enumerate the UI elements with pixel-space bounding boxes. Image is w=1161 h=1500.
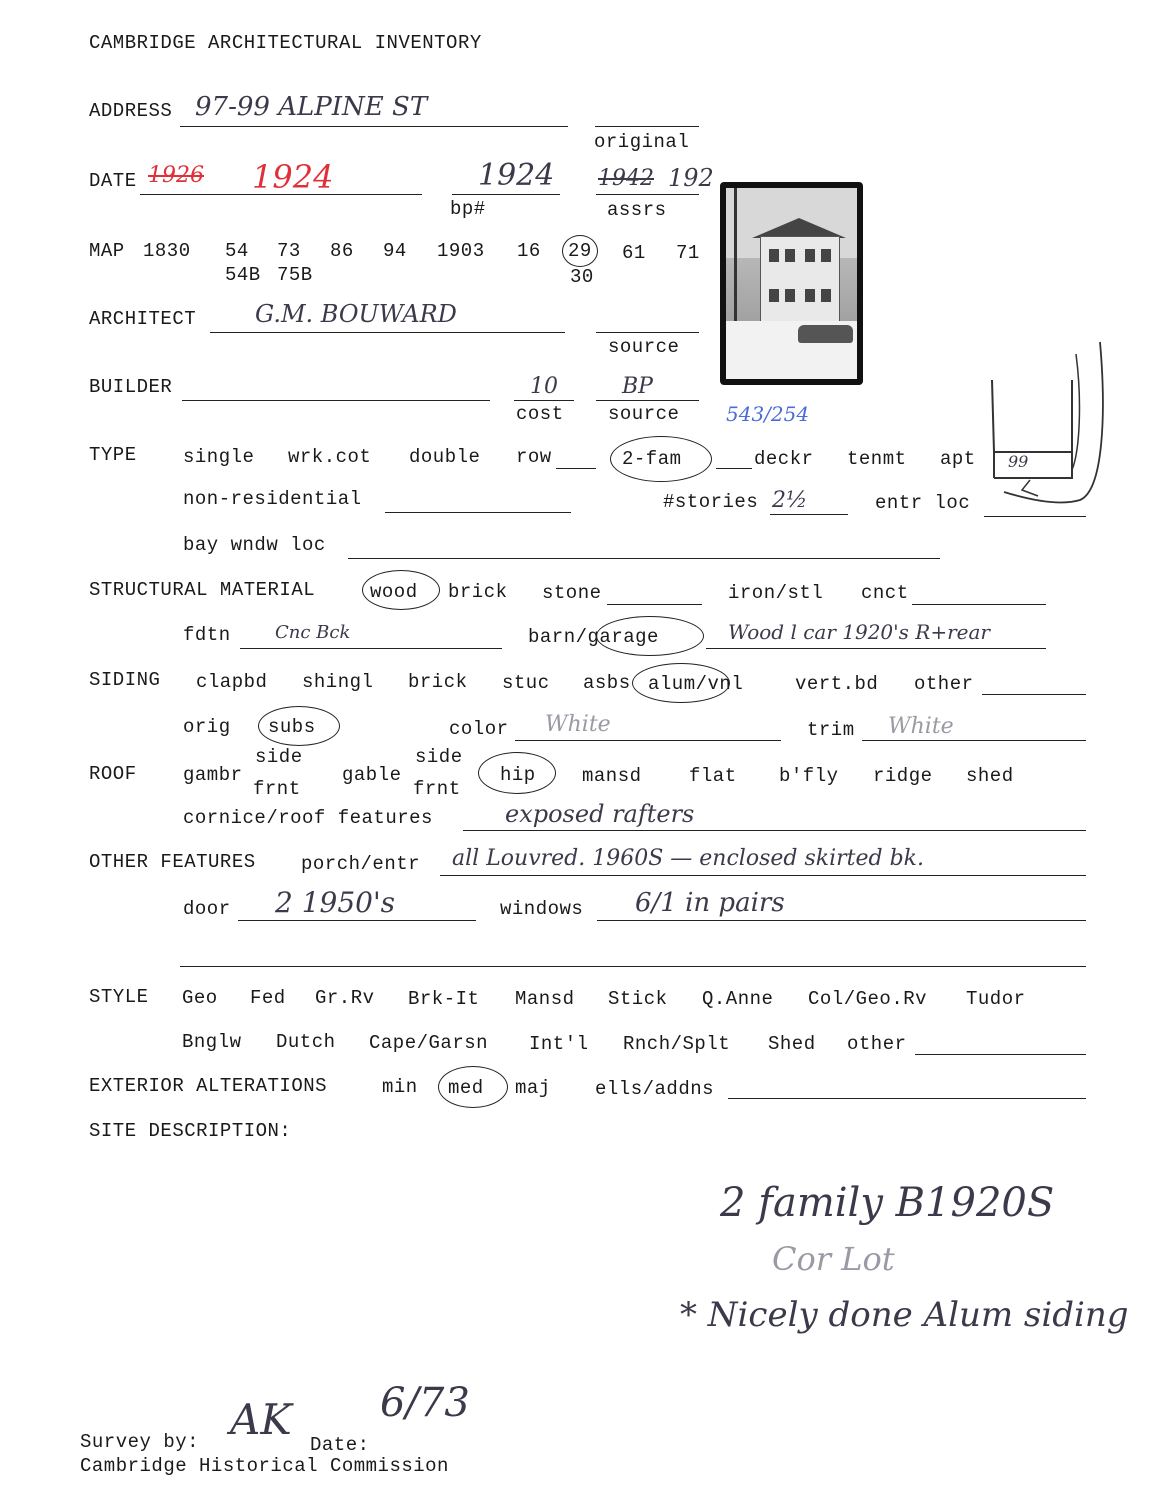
windows-line [597, 920, 1086, 921]
type-label: TYPE [89, 444, 137, 466]
original-label: original [594, 131, 690, 153]
stories-label: #stories [663, 491, 759, 513]
porch-label: porch/entr [301, 853, 421, 875]
assrs-struck: 1942 [598, 166, 654, 191]
roof-side-2: side [415, 746, 463, 768]
builder-source-label: source [608, 403, 680, 425]
map-year-1830: 1830 [143, 240, 191, 262]
roof-frnt-2: frnt [413, 778, 461, 800]
type-2fam-line [716, 468, 752, 469]
map-year-94: 94 [383, 240, 407, 262]
bay-label: bay wndw loc [183, 534, 326, 556]
site-note-3: * Nicely done Alum siding [680, 1295, 1129, 1335]
structural-cnct: cnct [861, 582, 909, 604]
hip-circle [478, 752, 556, 794]
structural-label: STRUCTURAL MATERIAL [89, 579, 316, 601]
type-apt: apt [940, 448, 976, 470]
date-value: 1924 [252, 158, 334, 196]
type-single: single [183, 446, 255, 468]
style-label: STYLE [89, 986, 149, 1008]
door-line [238, 920, 476, 921]
map-year-1903: 1903 [437, 240, 485, 262]
type-2fam: 2-fam [622, 448, 682, 470]
map-year-54: 54 [225, 240, 249, 262]
map-year-71: 71 [676, 242, 700, 264]
builder-source-line [596, 400, 699, 401]
style-grrv: Gr.Rv [315, 987, 375, 1009]
architect-source-line [596, 332, 699, 333]
map-year-73: 73 [277, 240, 301, 262]
type-row-line [556, 468, 596, 469]
ells-line [728, 1098, 1086, 1099]
survey-date-value: 6/73 [380, 1380, 470, 1426]
structural-brick: brick [448, 581, 508, 603]
trim-value: White [888, 714, 954, 739]
siding-asbs: asbs [583, 672, 631, 694]
roof-mansd: mansd [582, 765, 642, 787]
builder-line [182, 400, 490, 401]
windows-value: 6/1 in pairs [635, 888, 785, 918]
style-colgeorv: Col/Geo.Rv [808, 988, 928, 1010]
roof-label: ROOF [89, 763, 137, 785]
color-value: White [545, 712, 611, 737]
map-29-circle [562, 235, 598, 267]
windows-label: windows [500, 898, 584, 920]
porch-value: all Louvred. 1960S — enclosed skirted bk. [452, 846, 924, 871]
fdtn-line [240, 648, 502, 649]
stories-value: 2½ [772, 488, 808, 513]
lot-sketch [960, 330, 1160, 510]
cost-label: cost [516, 403, 564, 425]
garage-line [706, 648, 1046, 649]
style-dutch: Dutch [276, 1031, 336, 1053]
style-shed: Shed [768, 1033, 816, 1055]
builder-source-value: BP [622, 374, 653, 399]
commission-label: Cambridge Historical Commission [80, 1455, 449, 1477]
garage-value: Wood l car 1920's R+rear [728, 620, 990, 644]
style-other-line [915, 1054, 1086, 1055]
fdtn-label: fdtn [183, 624, 231, 646]
architect-value: G.M. BOUWARD [255, 300, 457, 328]
bp-label: bp# [450, 198, 486, 220]
other-features-label: OTHER FEATURES [89, 851, 256, 873]
address-line [180, 126, 568, 127]
architect-line [210, 332, 565, 333]
survey-date-label: Date: [310, 1434, 370, 1456]
cornice-label: cornice/roof features [183, 807, 433, 829]
survey-by-value: AK [230, 1395, 292, 1444]
color-label: color [449, 718, 509, 740]
cost-value: 10 [530, 374, 558, 399]
style-fed: Fed [250, 987, 286, 1009]
subs-label: subs [268, 716, 316, 738]
style-tudor: Tudor [966, 988, 1026, 1010]
ext-alt-med: med [448, 1077, 484, 1099]
siding-vertbd: vert.bd [795, 673, 879, 695]
extra-line [180, 966, 1086, 967]
med-circle [438, 1066, 508, 1108]
structural-wood-circle [362, 570, 440, 610]
cost-line [514, 400, 574, 401]
ext-alt-maj: maj [515, 1077, 551, 1099]
roof-hip: hip [500, 764, 536, 786]
cornice-value: exposed rafters [505, 800, 695, 828]
date-label: DATE [89, 170, 137, 192]
entr-loc-line [984, 516, 1086, 517]
map-label: MAP [89, 240, 125, 262]
structural-iron: iron/stl [728, 582, 824, 604]
address-value: 97-99 ALPINE ST [195, 92, 428, 122]
siding-shingl: shingl [302, 671, 374, 693]
address-label: ADDRESS [89, 100, 173, 122]
map-54b: 54B [225, 264, 261, 286]
trim-label: trim [807, 719, 855, 741]
siding-label: SIDING [89, 669, 161, 691]
map-year-16: 16 [517, 240, 541, 262]
nonres-line [385, 512, 571, 513]
type-2fam-circle [610, 436, 712, 482]
cornice-line [463, 830, 1086, 831]
siding-other-line [982, 694, 1086, 695]
date-struck: 1926 [148, 163, 204, 188]
structural-stone: stone [542, 582, 602, 604]
siding-stuc: stuc [502, 672, 550, 694]
type-deckr: deckr [754, 448, 814, 470]
trim-line [862, 740, 1086, 741]
map-75b: 75B [277, 264, 313, 286]
door-label: door [183, 898, 231, 920]
assrs-label: assrs [607, 199, 667, 221]
type-double: double [409, 446, 481, 468]
ext-alt-min: min [382, 1076, 418, 1098]
style-bnglw: Bnglw [182, 1031, 242, 1053]
roof-ridge: ridge [873, 765, 933, 787]
color-line [515, 740, 781, 741]
door-value: 2 1950's [275, 886, 396, 919]
nonres-label: non-residential [183, 488, 362, 510]
fdtn-value: Cnc Bck [275, 622, 351, 643]
stories-line [770, 514, 848, 515]
style-qanne: Q.Anne [702, 988, 774, 1010]
roof-gable: gable [342, 764, 402, 786]
builder-label: BUILDER [89, 376, 173, 398]
style-stick: Stick [608, 988, 668, 1010]
architect-label: ARCHITECT [89, 308, 197, 330]
bay-line [348, 558, 940, 559]
bp-value: 1924 [478, 158, 555, 193]
style-geo: Geo [182, 987, 218, 1009]
form-title: CAMBRIDGE ARCHITECTURAL INVENTORY [89, 32, 482, 54]
siding-clapbd: clapbd [196, 671, 268, 693]
type-row: row [516, 446, 552, 468]
subs-circle [258, 706, 340, 746]
structural-wood: wood [370, 581, 418, 603]
roof-side-1: side [255, 746, 303, 768]
orig-label: orig [183, 716, 231, 738]
site-note-2: Cor Lot [772, 1240, 895, 1278]
architect-source-label: source [608, 336, 680, 358]
style-intl: Int'l [529, 1033, 589, 1055]
stone-line [607, 604, 702, 605]
original-line [595, 126, 699, 127]
style-capegarsn: Cape/Garsn [369, 1032, 489, 1054]
siding-alum: alum/vnl [648, 673, 744, 695]
ext-alt-label: EXTERIOR ALTERATIONS [89, 1075, 328, 1097]
site-note-1: 2 family B1920S [720, 1180, 1055, 1226]
style-other: other [847, 1033, 907, 1055]
roof-bfly: b'fly [779, 765, 839, 787]
style-brkit: Brk-It [408, 988, 480, 1010]
entr-loc-label: entr loc [875, 492, 971, 514]
type-tenmt: tenmt [847, 448, 907, 470]
site-label: SITE DESCRIPTION: [89, 1120, 292, 1142]
roof-shed: shed [966, 765, 1014, 787]
sketch-number: 99 [1008, 452, 1029, 471]
map-year-29: 29 [568, 240, 592, 262]
siding-brick: brick [408, 671, 468, 693]
cnct-line [912, 604, 1046, 605]
map-year-61: 61 [622, 242, 646, 264]
blue-note: 543/254 [726, 402, 810, 426]
survey-by-label: Survey by: [80, 1431, 200, 1453]
roof-gambr: gambr [183, 764, 243, 786]
house-photo [720, 182, 863, 385]
assrs-line [596, 194, 699, 195]
style-mansd: Mansd [515, 988, 575, 1010]
assrs-value: 192 [668, 164, 714, 192]
roof-frnt-1: frnt [253, 778, 301, 800]
map-30: 30 [570, 266, 594, 288]
roof-flat: flat [689, 765, 737, 787]
type-wrkcot: wrk.cot [288, 446, 372, 468]
ells-label: ells/addns [595, 1078, 715, 1100]
garage-circle [596, 616, 704, 656]
bp-line [452, 194, 560, 195]
alum-circle [632, 663, 730, 703]
barn-label: barn/garage [528, 626, 659, 648]
siding-other: other [914, 673, 974, 695]
porch-line [440, 875, 1086, 876]
style-rnchsplt: Rnch/Splt [623, 1033, 731, 1055]
map-year-86: 86 [330, 240, 354, 262]
